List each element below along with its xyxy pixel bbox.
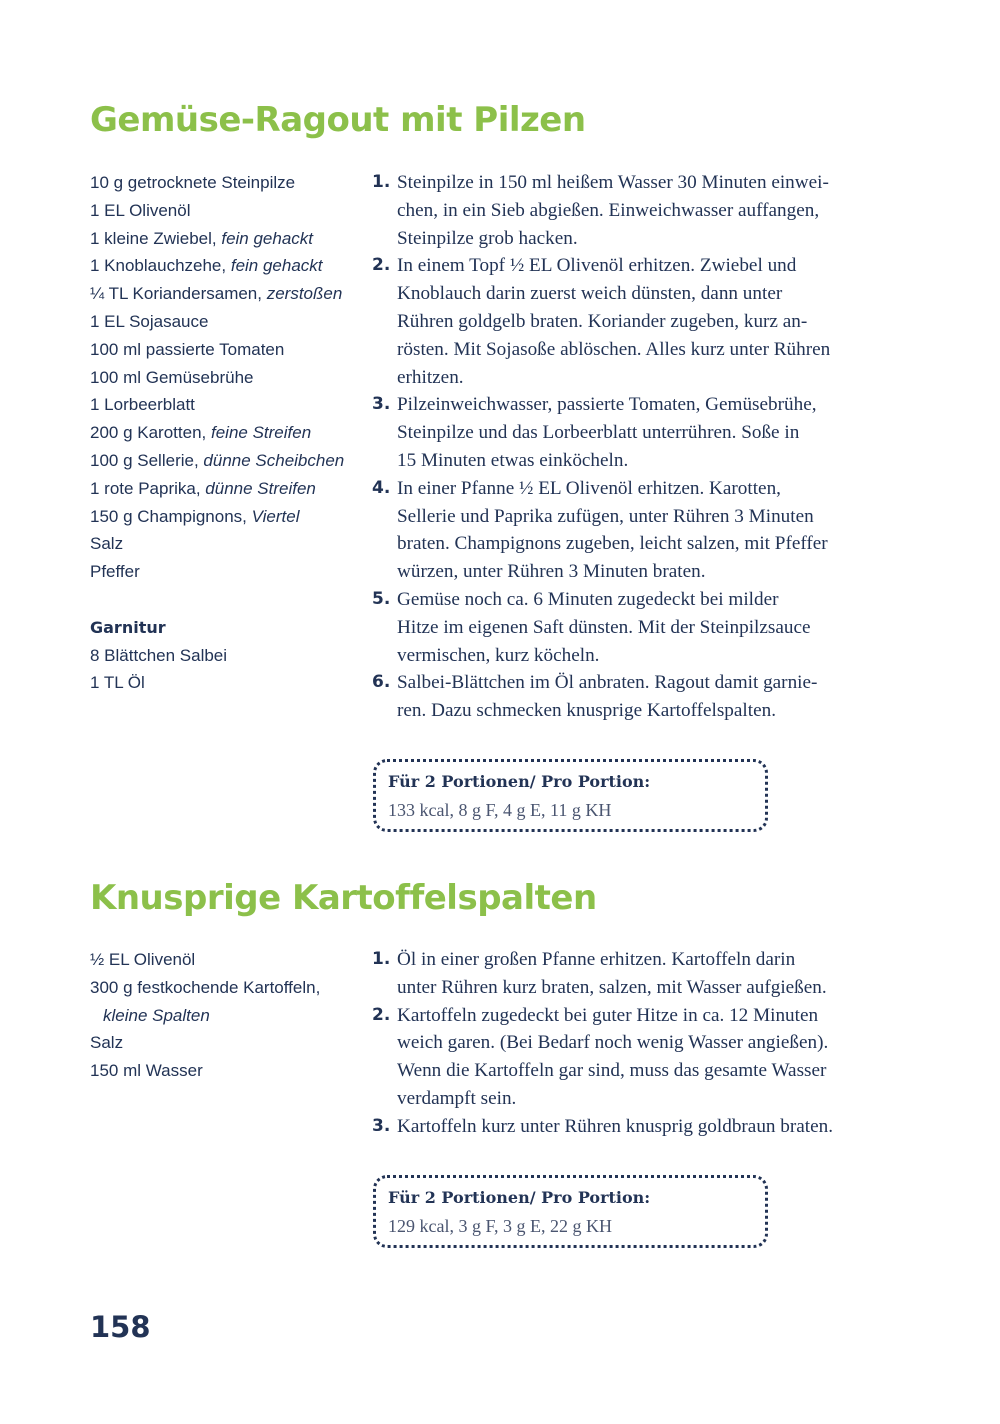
ingredient-item: 1 kleine Zwiebel, fein gehackt xyxy=(90,228,314,248)
ingredient-item: 8 Blättchen Salbei xyxy=(90,645,228,665)
instruction-step: 3. Kartoffeln kurz unter Rühren knusprig goldbraun braten. xyxy=(372,1115,834,1137)
instruction-step: 6. Salbei-Blättchen im Öl anbraten. Ragout damit garnie- ren. Dazu schmecken knusprige Kartoffelspalten. xyxy=(372,672,818,722)
instruction-step: 2. Kartoffeln zugedeckt bei guter Hitze in ca. 12 Minuten weich garen. (Bei Bedarf noch wenig Wasser angießen). Wenn die Kartoffeln gar sind, muss das gesamte Wasser verdampft sein. xyxy=(372,1004,829,1109)
ingredient-item: 1 Knoblauchzehe, fein gehackt xyxy=(90,256,323,276)
ingredient-item: 10 g getrocknete Steinpilze xyxy=(90,173,296,192)
ingredient-item: Salz xyxy=(90,1033,124,1053)
ingredient-item: 100 ml Gemüsebrühe xyxy=(90,367,254,387)
nutrition-values: 133 kcal, 8 g F, 4 g E, 11 g KH xyxy=(388,800,612,820)
nutrition-heading: Für 2 Portionen/ Pro Portion: xyxy=(388,1188,651,1207)
instruction-step: 4. In einer Pfanne ½ EL Olivenöl erhitzen. Karotten, Sellerie und Paprika zufügen, unter Rühren 3 Minuten braten. Champignons zugeben, leicht salzen, mit Pfeffer würzen, unter Rühren 3 Minuten braten. xyxy=(372,477,828,583)
ingredients-list xyxy=(90,169,360,697)
ingredient-item: 100 ml passierte Tomaten xyxy=(90,339,285,359)
ingredient-item: 1 rote Paprika, dünne Streifen xyxy=(90,478,316,498)
nutrition-box xyxy=(373,759,768,832)
ingredient-item: Salz xyxy=(90,534,124,554)
ingredient-item: 150 g Champignons, Viertel xyxy=(90,506,300,526)
ingredient-item: ½ EL Olivenöl xyxy=(90,950,196,969)
ingredient-item: 1 EL Sojasauce xyxy=(90,311,209,331)
nutrition-box xyxy=(373,1175,768,1248)
recipe-title: Knusprige Kartoffelspalten xyxy=(90,878,597,918)
nutrition-values: 129 kcal, 3 g F, 3 g E, 22 g KH xyxy=(388,1216,613,1236)
ingredient-item: 1 TL Öl xyxy=(90,673,145,693)
instructions-list xyxy=(372,169,932,725)
ingredient-item: kleine Spalten xyxy=(103,1005,210,1025)
ingredient-item: 150 ml Wasser xyxy=(90,1061,203,1081)
ingredient-item: Pfeffer xyxy=(90,562,140,582)
spacer xyxy=(90,586,360,614)
instruction-step: 2. In einem Topf ½ EL Olivenöl erhitzen. Zwiebel und Knoblauch darin zuerst weich dünsten, dann unter Rühren goldgelb braten. Koriander zugeben, kurz an- rösten. Mit Sojasoße ablöschen. Alles kurz unter Rühren erhitzen. xyxy=(372,255,831,388)
ingredient-item: 200 g Karotten, feine Streifen xyxy=(90,423,312,443)
instruction-step: 3. Pilzeinweichwasser, passierte Tomaten, Gemüsebrühe, Steinpilze und das Lorbeerblatt unterrühren. Soße in 15 Minuten etwas einköcheln. xyxy=(372,394,817,471)
ingredient-item: 1 Lorbeerblatt xyxy=(90,395,195,415)
page-number: 158 xyxy=(90,1310,151,1344)
garnish-heading: Garnitur xyxy=(90,617,166,637)
nutrition-heading: Für 2 Portionen/ Pro Portion: xyxy=(388,772,651,791)
ingredient-item: 100 g Sellerie, dünne Scheibchen xyxy=(90,450,345,470)
instruction-step: 5. Gemüse noch ca. 6 Minuten zugedeckt bei milder Hitze im eigenen Saft dünsten. Mit der Steinpilzsauce vermischen, kurz köcheln. xyxy=(372,588,811,666)
recipe-title: Gemüse-Ragout mit Pilzen xyxy=(90,100,586,140)
ingredient-item: ¼ TL Koriandersamen, zerstoßen xyxy=(90,284,343,304)
ingredient-item: 300 g festkochende Kartoffeln, xyxy=(90,977,321,997)
ingredient-item: 1 EL Olivenöl xyxy=(90,200,191,220)
ingredients-list xyxy=(90,946,360,1085)
instruction-step: 1. Steinpilze in 150 ml heißem Wasser 30 Minuten einwei- chen, in ein Sieb abgießen. Einweichwasser auffangen, Steinpilze grob hacken. xyxy=(372,172,829,249)
instructions-list xyxy=(372,946,932,1141)
instruction-step: 1. Öl in einer großen Pfanne erhitzen. Kartoffeln darin unter Rühren kurz braten, salzen, mit Wasser aufgießen. xyxy=(372,949,827,998)
